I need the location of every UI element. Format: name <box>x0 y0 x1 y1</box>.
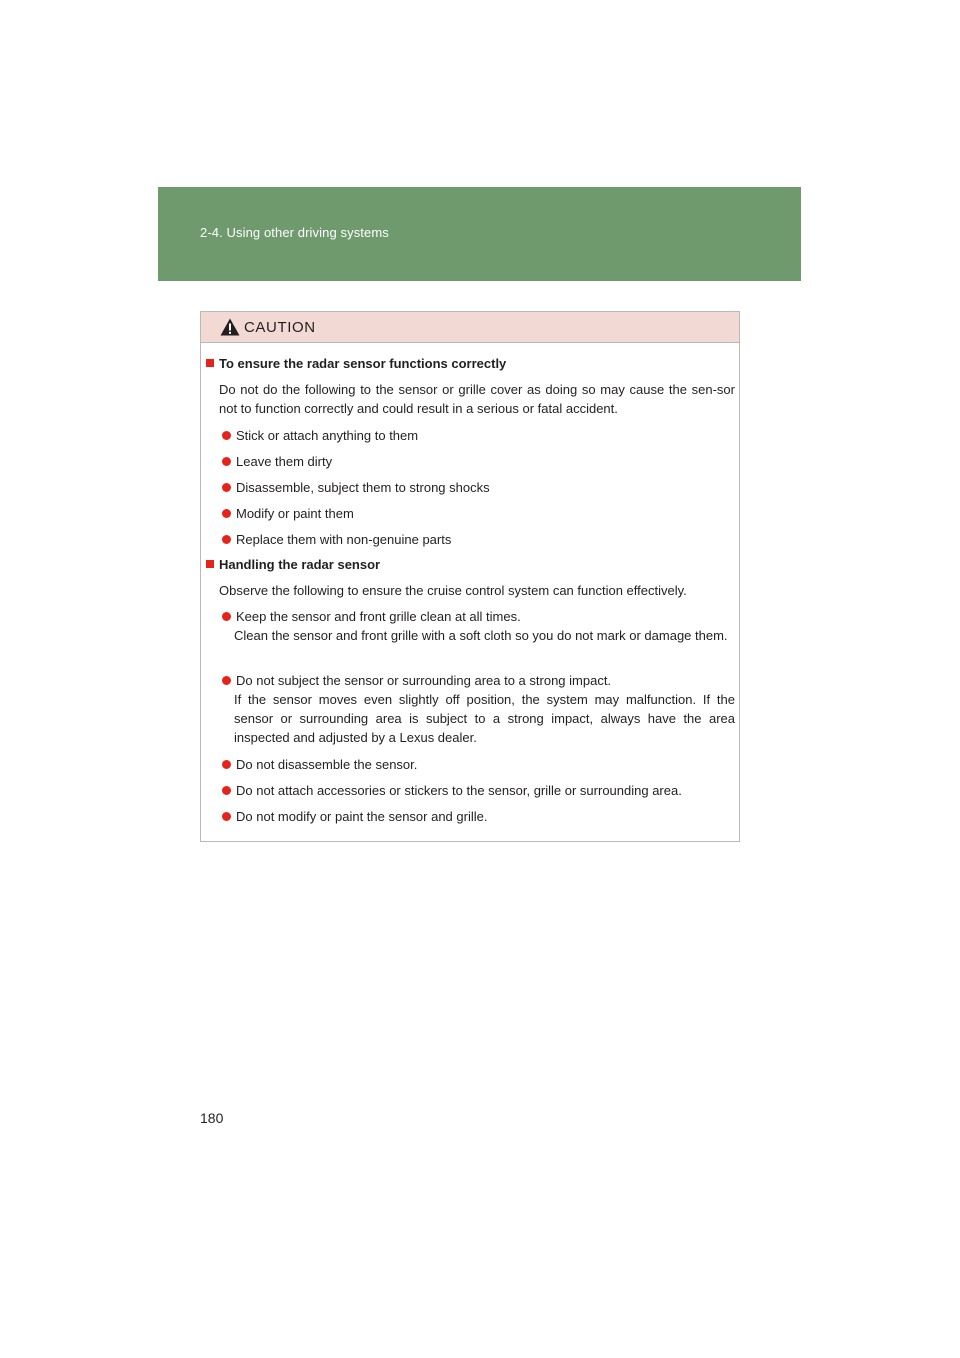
red-bullet-icon <box>222 509 231 518</box>
list-item: Disassemble, subject them to strong shocks <box>222 478 490 497</box>
list-item: Do not attach accessories or stickers to the sensor, grille or surrounding area. <box>222 781 682 800</box>
caution-box <box>200 311 740 842</box>
section-heading: Handling the radar sensor <box>206 555 380 574</box>
red-bullet-icon <box>222 612 231 621</box>
red-bullet-icon <box>222 457 231 466</box>
red-square-icon <box>206 560 214 568</box>
red-bullet-icon <box>222 760 231 769</box>
caution-label: CAUTION <box>244 319 316 336</box>
red-bullet-icon <box>222 483 231 492</box>
list-item: Replace them with non-genuine parts <box>222 530 451 549</box>
list-item: Do not modify or paint the sensor and grille. <box>222 807 487 826</box>
red-bullet-icon <box>222 676 231 685</box>
red-bullet-icon <box>222 812 231 821</box>
list-item: Leave them dirty <box>222 452 332 471</box>
paragraph: Observe the following to ensure the cruise control system can function effectively. <box>219 583 687 598</box>
red-bullet-icon <box>222 535 231 544</box>
list-item-detail: If the sensor moves even slightly off position, the system may malfunction. If the sensor or surrounding area is subject to a strong impact, always have the area inspected and adjusted by a Lexus dealer. <box>234 692 735 745</box>
red-bullet-icon <box>222 786 231 795</box>
page-number: 180 <box>200 1110 224 1126</box>
list-item: Keep the sensor and front grille clean at all times. <box>222 607 521 626</box>
section-header-band <box>158 187 801 281</box>
list-item: Do not subject the sensor or surrounding area to a strong impact. <box>222 671 611 690</box>
section-title: 2-4. Using other driving systems <box>200 225 389 240</box>
red-bullet-icon <box>222 431 231 440</box>
red-square-icon <box>206 359 214 367</box>
list-item: Modify or paint them <box>222 504 354 523</box>
list-item: Do not disassemble the sensor. <box>222 755 417 774</box>
list-item: Stick or attach anything to them <box>222 426 418 445</box>
section-heading: To ensure the radar sensor functions correctly <box>206 354 506 373</box>
list-item-detail: Clean the sensor and front grille with a soft cloth so you do not mark or damage them. <box>234 628 728 643</box>
paragraph: Do not do the following to the sensor or grille cover as doing so may cause the sen-sor not to function correctly and could result in a serious or fatal accident. <box>219 382 735 416</box>
caution-header <box>201 312 739 343</box>
warning-triangle-icon <box>220 318 240 336</box>
